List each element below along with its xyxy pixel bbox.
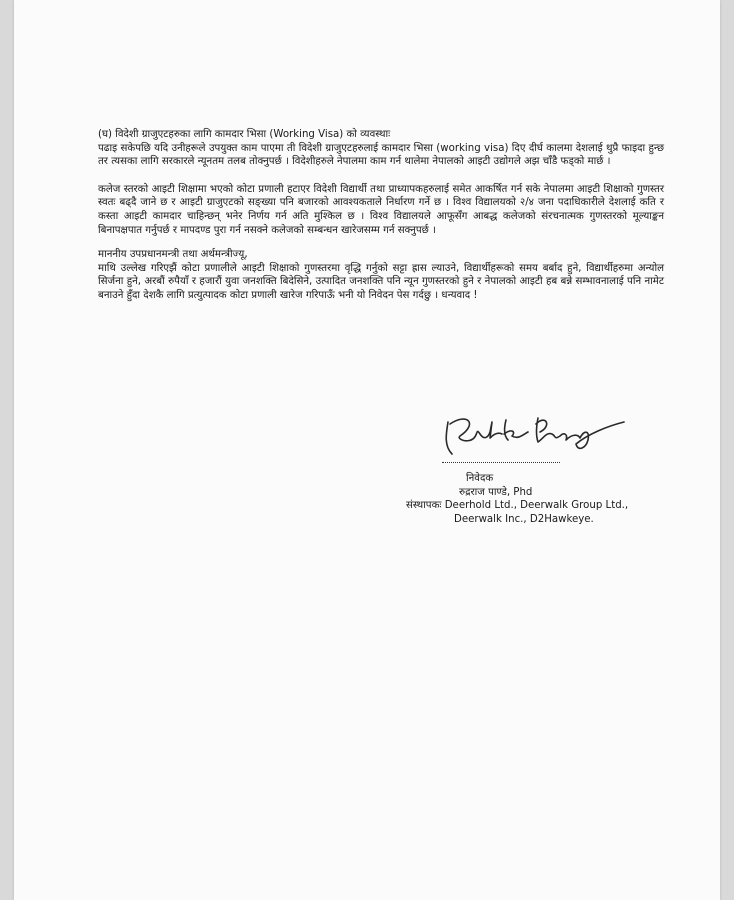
spacer	[98, 237, 664, 248]
signature-line	[442, 462, 560, 463]
quota-paragraph: कलेज स्तरको आइटी शिक्षामा भएको कोटा प्रणाली हटाएर विदेशी विद्यार्थी तथा प्राध्यापकहरुलाई समेत आकर्षित गर्न सके नेपालमा आइटी शिक्षाको गुणस्तर स्वतः बढ्दै जाने छ र आइटी ग्राजुएटको सङ्ख्या पनि बजारको आवश्यकताले निर्धारण गर्ने छ । विश्व विद्यालयको २/४ जना पदाधिकारीले देशलाई कति र कस्ता आइटी कामदार चाहिन्छन् भनेर निर्णय गर्न अति मुश्किल छ । विश्व विद्यालयले आफूसँग आबद्ध कलेजको संरचनात्मक गुणस्तरको मूल्याङ्कन बिनापक्षपात गर्नुपर्छ र मापदण्ड पुरा गर्न नसक्ने कलेजको सम्बन्धन खारेजसम्म गर्न सक्नुपर्छ ।	[98, 183, 664, 236]
letter-body	[98, 128, 664, 303]
signer-name: रुद्रराज पाण्डे, Phd	[459, 486, 533, 498]
closing-paragraph: माथि उल्लेख गरिएझैं कोटा प्रणालीले आइटी शिक्षाको गुणस्तरमा वृद्धि गर्नुको सट्टा ह्रास ल्याउने, विद्यार्थीहरूको समय बर्बाद हुने, विद्यार्थीहरुमा अन्योल सिर्जना हुने, अरबौं रुपैयाँ र हजारौं युवा जनशक्ति बिदेसिने, उत्पादित जनशक्ति पनि न्यून गुणस्तरको हुने र नेपालको आइटी हब बन्ने सम्भावनालाई पनि नामेट बनाउने हुँदा देशकै लागि प्रत्युत्पादक कोटा प्रणाली खारेज गरिपाऊँ भनी यो निवेदन पेस गर्दछु । धन्यवाद !	[98, 262, 664, 301]
handwritten-signature-icon	[428, 404, 638, 464]
signer-companies-line: Deerwalk Inc., D2Hawkeye.	[454, 513, 594, 525]
letter-page	[14, 0, 720, 900]
spacer	[98, 169, 664, 183]
signer-founder-line: संस्थापकः Deerhold Ltd., Deerwalk Group Ltd.,	[406, 500, 629, 512]
signer-block	[406, 472, 666, 526]
salutation: माननीय उपप्रधानमन्त्री तथा अर्थमन्त्रीज्यू,	[98, 249, 248, 261]
visa-paragraph: पढाइ सकेपछि यदि उनीहरूले उपयुक्त काम पाएमा ती विदेशी ग्राजुएटहरुलाई कामदार भिसा (working visa) दिए दीर्घ कालमा देशलाई थुप्रै फाइदा हुन्छ तर त्यसका लागि सरकारले न्यूनतम तलब तोक्नुपर्छ । विदेशीहरुले नेपालमा काम गर्न थालेमा नेपालको आइटी उद्योगले अझ चाँडै फड्को मार्छ ।	[98, 142, 664, 168]
visa-heading: (घ) विदेशी ग्राजुएटहरुका लागि कामदार भिसा (Working Visa) को व्यवस्थाः	[98, 129, 391, 140]
signer-role: निवेदक	[466, 473, 494, 484]
